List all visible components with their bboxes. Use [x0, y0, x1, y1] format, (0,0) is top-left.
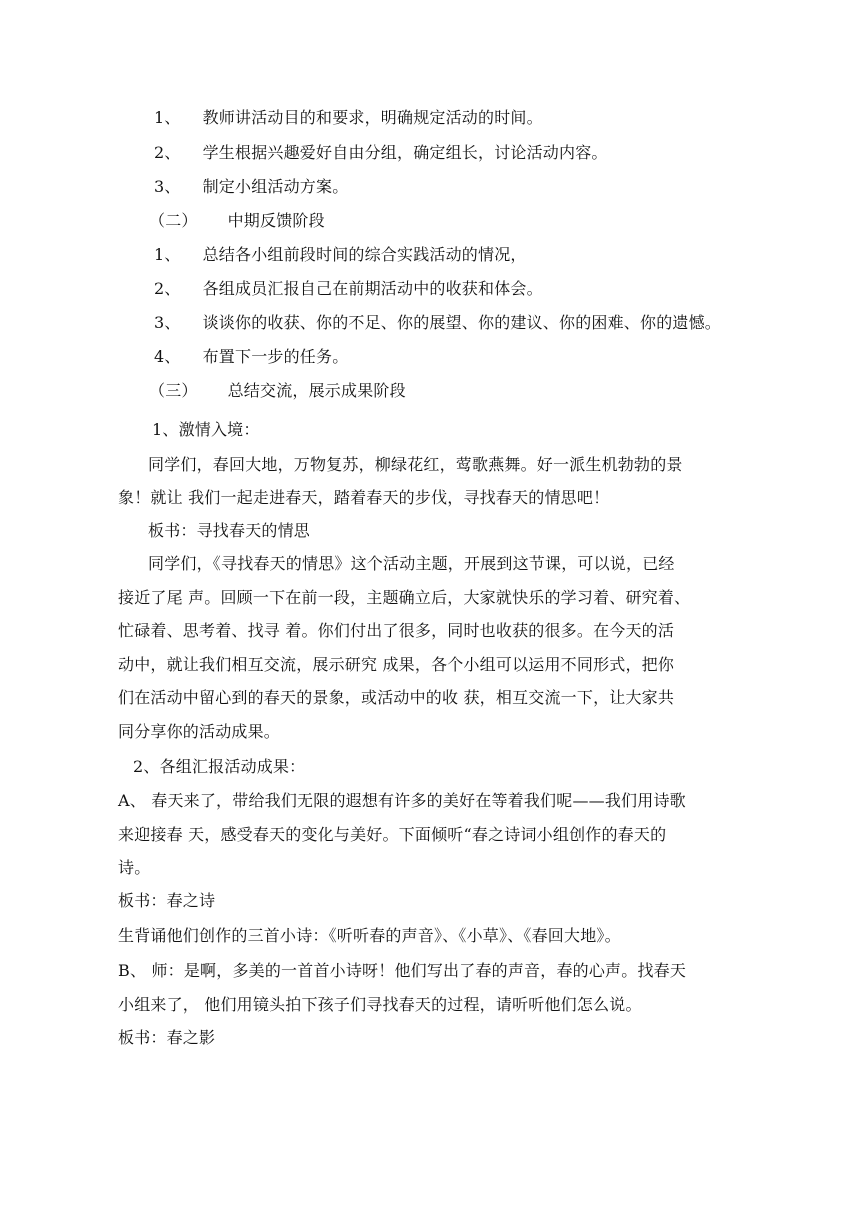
list-number: 3、 — [154, 177, 181, 196]
list-text: 布置下一步的任务。 — [202, 347, 349, 366]
list-text: 总结各小组前段时间的综合实践活动的情况， — [202, 245, 527, 264]
list-item — [154, 108, 543, 128]
paragraph-line: 动中，就让我们相互交流，展示研究 成果，各个小组可以运用不同形式，把你 — [118, 655, 675, 674]
paragraph-line: 象！就让 我们一起走进春天，踏着春天的步伐，寻找春天的情思吧！ — [118, 488, 610, 507]
section-title: 中期反馈阶段 — [227, 211, 325, 230]
paragraph-line: 接近了尾 声。回顾一下在前一段，主题确立后，大家就快乐的学习着、研究着、 — [118, 588, 691, 607]
section-title: 总结交流，展示成果阶段 — [227, 381, 406, 400]
paragraph-line: 忙碌着、思考着、找寻 着。你们付出了很多，同时也收获的很多。在今天的活 — [118, 621, 675, 640]
paragraph-line: B、 师：是啊，多美的一首首小诗呀！他们写出了春的声音，春的心声。找春天 — [118, 961, 687, 980]
paragraph-line: A、 春天来了，带给我们无限的遐想有许多的美好在等着我们呢——我们用诗歌 — [118, 791, 686, 810]
list-number: 2、 — [154, 143, 181, 162]
list-number: 1、 — [154, 245, 181, 264]
subheading: 1、激情入境： — [152, 420, 260, 439]
list-text: 教师讲活动目的和要求，明确规定活动的时间。 — [202, 108, 543, 127]
board-note: 板书：春之影 — [118, 1028, 216, 1047]
subheading: 2、各组汇报活动成果： — [133, 757, 306, 776]
paragraph-line: 诗。 — [118, 858, 151, 877]
list-item — [154, 245, 527, 265]
list-item — [154, 313, 721, 333]
list-item — [154, 347, 348, 367]
paragraph-line: 小组来了， 他们用镜头拍下孩子们寻找春天的过程，请听听他们怎么说。 — [118, 995, 642, 1014]
list-number: 1、 — [154, 108, 181, 127]
board-note: 板书：春之诗 — [118, 891, 216, 910]
list-text: 谈谈你的收获、你的不足、你的展望、你的建议、你的困难、你的遗憾。 — [202, 313, 721, 332]
section-number: （二） — [149, 211, 198, 230]
paragraph-line: 生背诵他们创作的三首小诗：《听听春的声音》、《小草》、《春回大地》。 — [118, 926, 621, 945]
section-number: （三） — [149, 381, 198, 400]
paragraph-line: 同分享你的活动成果。 — [118, 722, 281, 741]
board-note: 板书：寻找春天的情思 — [148, 521, 311, 540]
list-text: 各组成员汇报自己在前期活动中的收获和体会。 — [202, 279, 543, 298]
list-text: 学生根据兴趣爱好自由分组，确定组长，讨论活动内容。 — [202, 143, 608, 162]
list-item — [154, 143, 608, 163]
list-number: 3、 — [154, 313, 181, 332]
paragraph-line: 们在活动中留心到的春天的景象，或活动中的收 获，相互交流一下，让大家共 — [118, 688, 675, 707]
paragraph-line: 同学们，《寻找春天的情思》这个活动主题，开展到这节课，可以说，已经 — [148, 554, 675, 573]
list-text: 制定小组活动方案。 — [202, 177, 349, 196]
list-number: 2、 — [154, 279, 181, 298]
list-item — [154, 279, 543, 299]
paragraph-line: 来迎接春 天，感受春天的变化与美好。下面倾听“春之诗词小组创作的春天的 — [118, 825, 667, 844]
section-heading — [149, 381, 406, 401]
list-item — [154, 177, 348, 197]
section-heading — [149, 211, 325, 231]
paragraph-line: 同学们，春回大地，万物复苏，柳绿花红，莺歌燕舞。好一派生机勃勃的景 — [148, 455, 683, 474]
list-number: 4、 — [154, 347, 181, 366]
